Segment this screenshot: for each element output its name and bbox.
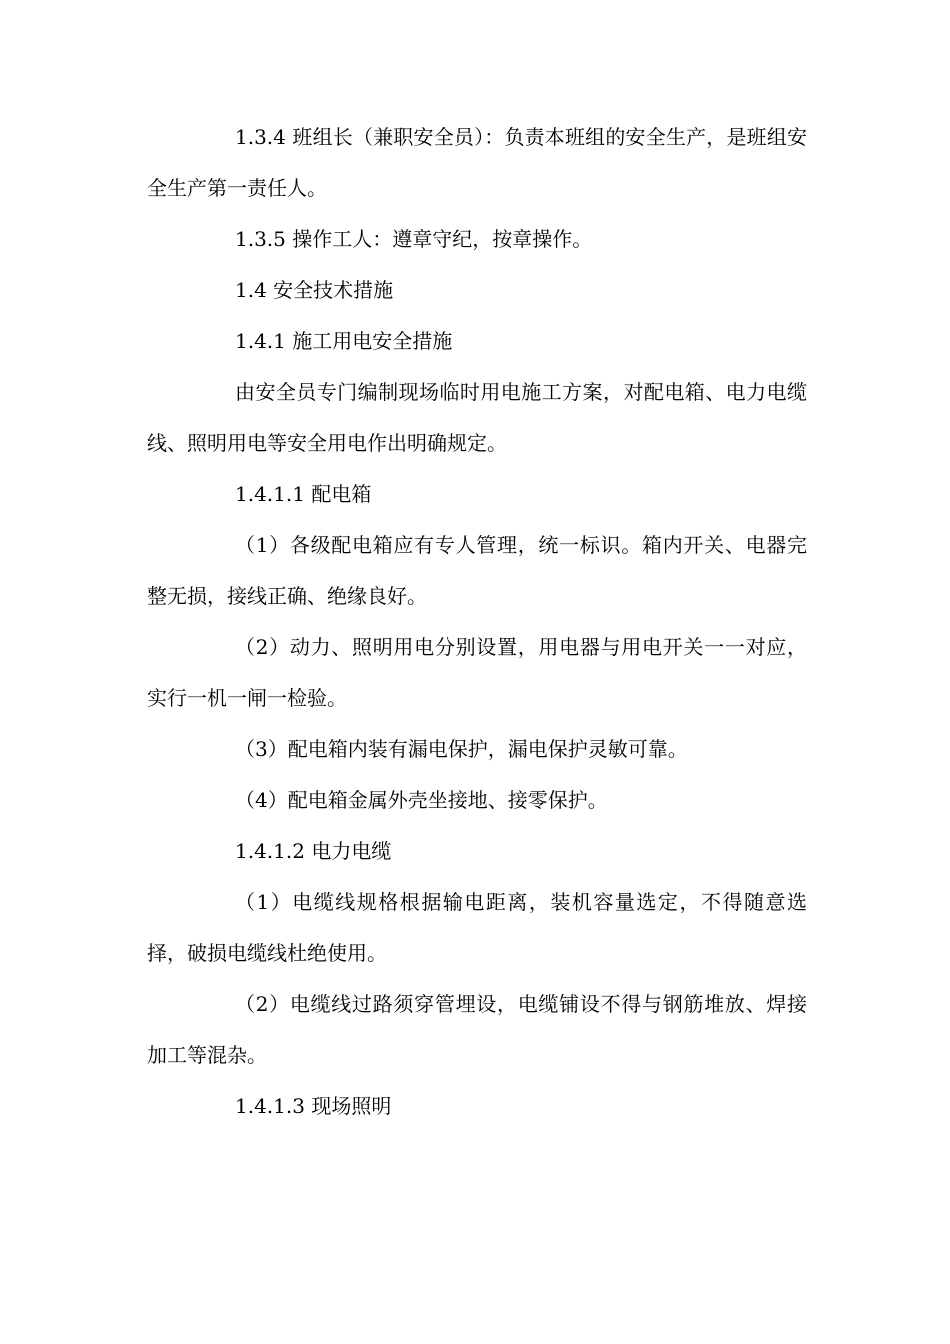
list-item-cable-2: （2）电缆线过路须穿管埋设，电缆铺设不得与钢筋堆放、焊接加工等混杂。 (147, 992, 807, 1067)
heading-1-4-1-3: 1.4.1.3 现场照明 (235, 1094, 392, 1118)
list-item-box-4: （4）配电箱金属外壳坐接地、接零保护。 (235, 788, 608, 812)
list-item-cable-1: （1）电缆线规格根据输电距离，装机容量选定，不得随意选择，破损电缆线杜绝使用。 (147, 890, 807, 965)
paragraph-1-3-4: 1.3.4 班组长（兼职安全员）：负责本班组的安全生产，是班组安全生产第一责任人。 (147, 125, 807, 200)
paragraph-electric-plan: 由安全员专门编制现场临时用电施工方案，对配电箱、电力电缆线、照明用电等安全用电作出明确规定。 (147, 380, 807, 455)
heading-1-4-1-2: 1.4.1.2 电力电缆 (235, 839, 392, 863)
list-item-box-1: （1）各级配电箱应有专人管理，统一标识。箱内开关、电器完整无损，接线正确、绝缘良好。 (147, 533, 807, 608)
heading-1-4: 1.4 安全技术措施 (235, 278, 394, 302)
heading-1-4-1-1: 1.4.1.1 配电箱 (235, 482, 372, 506)
heading-1-4-1: 1.4.1 施工用电安全措施 (235, 329, 453, 353)
list-item-box-2: （2）动力、照明用电分别设置，用电器与用电开关一一对应，实行一机一闸一检验。 (147, 635, 807, 710)
document-body (147, 112, 807, 1132)
paragraph-1-3-5: 1.3.5 操作工人：遵章守纪，按章操作。 (235, 227, 593, 251)
list-item-box-3: （3）配电箱内装有漏电保护，漏电保护灵敏可靠。 (235, 737, 688, 761)
